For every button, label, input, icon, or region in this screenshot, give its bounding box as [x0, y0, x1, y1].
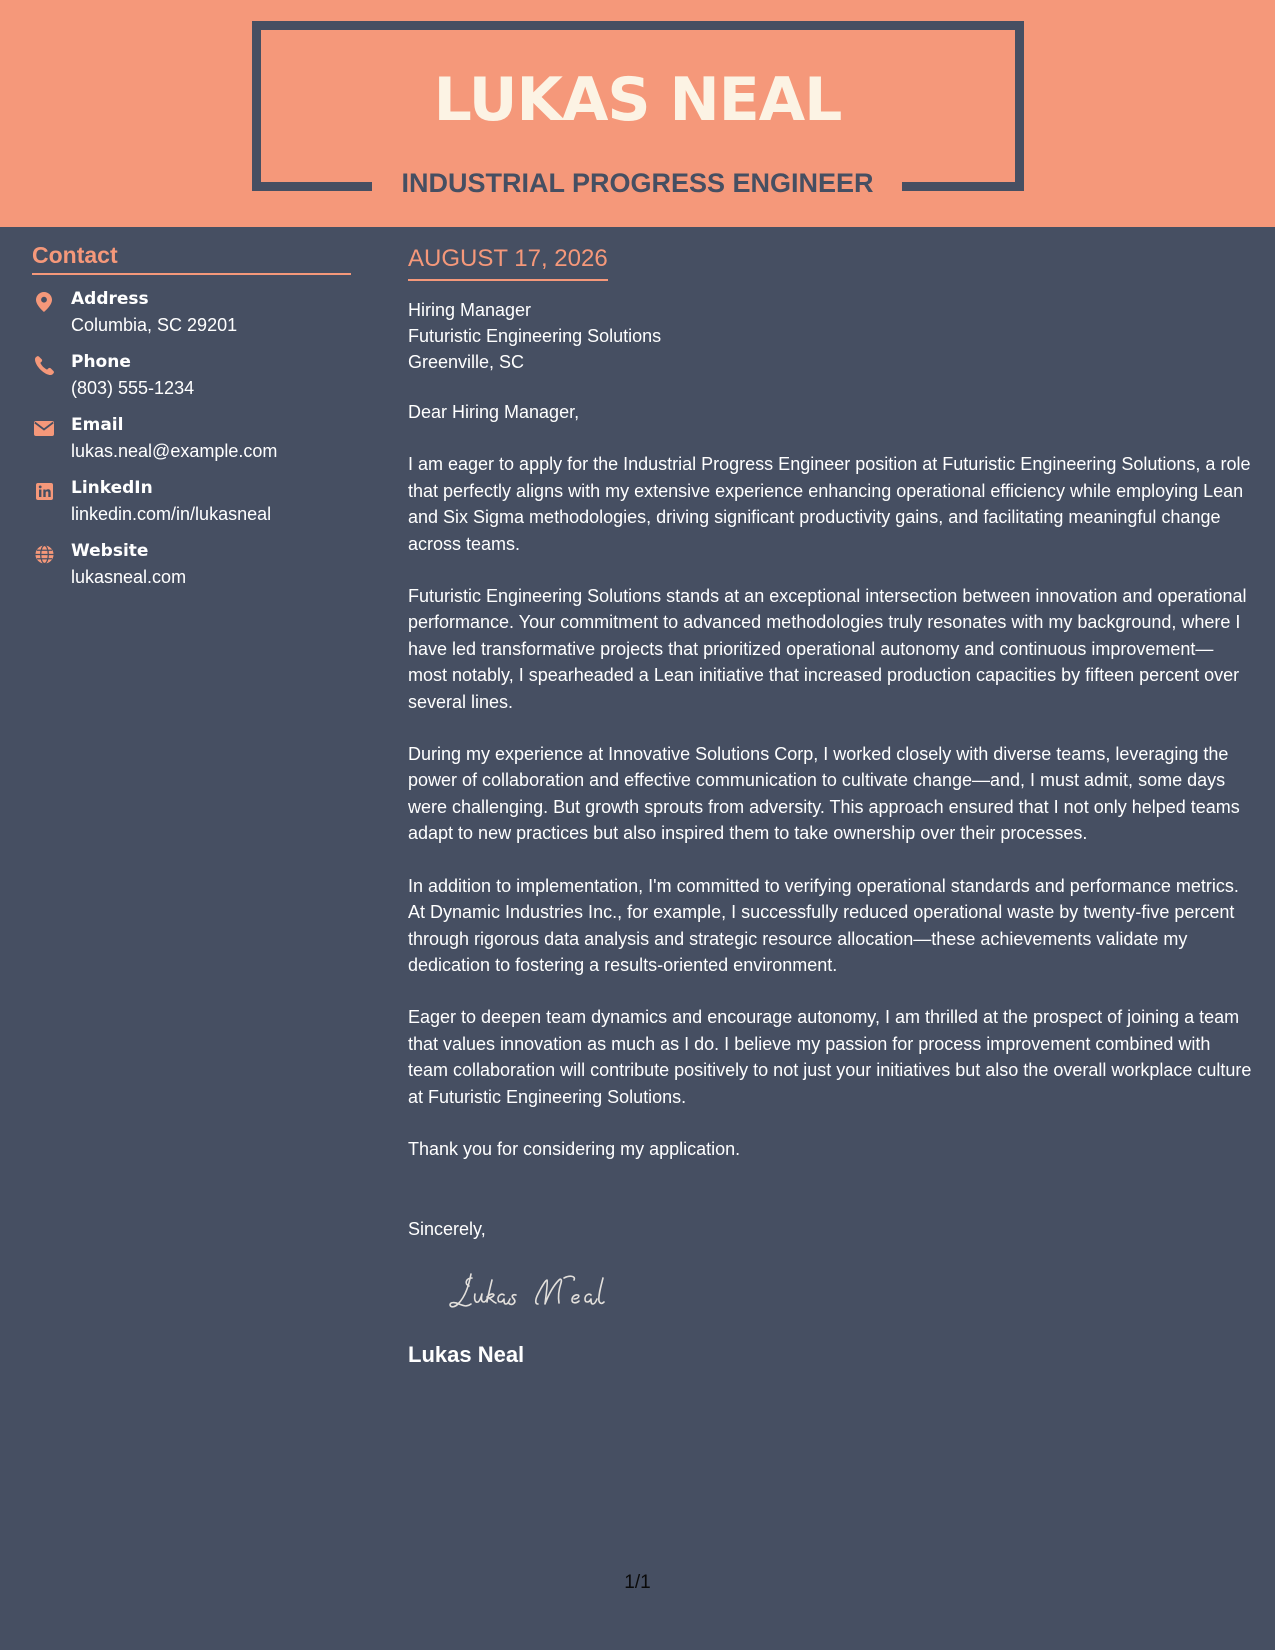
phone-icon [32, 354, 56, 376]
contact-label: Website [71, 541, 149, 561]
letter-paragraph: In addition to implementation, I'm committed to verifying operational standards and performance metrics. At Dynamic Industries Inc., for example, I successfully reduced operational waste by twenty-five percent through rigorous data analysis and strategic resource allocation—these achievements validate my dedication to fostering a results-oriented environment. [408, 875, 1239, 975]
contact-sidebar [32, 240, 351, 602]
contact-label: Email [71, 415, 124, 435]
linkedin-icon [32, 480, 56, 502]
contact-label: Phone [71, 352, 131, 372]
page-number: 1/1 [624, 1572, 651, 1593]
recipient-line: Greenville, SC [408, 352, 525, 372]
closing: Sincerely, [408, 1219, 486, 1240]
location-pin-icon [32, 291, 56, 313]
letter-paragraph: Futuristic Engineering Solutions stands at an exceptional intersection between innovation and operational performance. Your commitment to advanced methodologies truly resonates with my background, where I have led transformative projects that prioritized operational autonomy and continuous improvement—most notably, I spearheaded a Lean initiative that increased production capacities by fifteen percent over several lines. [408, 586, 1247, 712]
header-banner [0, 0, 1275, 227]
contact-item-linkedin [32, 476, 351, 539]
letter-body [408, 243, 1252, 1370]
salutation: Dear Hiring Manager, [408, 402, 580, 422]
recipient-block [408, 297, 1252, 375]
contact-label: Address [71, 289, 149, 309]
signer-name: Lukas Neal [408, 1342, 525, 1368]
letter-date: AUGUST 17, 2026 [408, 243, 608, 281]
contact-label: LinkedIn [71, 478, 153, 498]
candidate-name: LUKAS NEAL [433, 65, 842, 135]
job-title: INDUSTRIAL PROGRESS ENGINEER [401, 168, 874, 198]
signature-image [446, 1264, 1252, 1340]
recipient-line: Futuristic Engineering Solutions [408, 326, 662, 346]
contact-item-phone [32, 350, 351, 413]
contact-item-address [32, 287, 351, 350]
contact-value: Columbia, SC 29201 [71, 315, 238, 335]
contact-item-email [32, 413, 351, 476]
contact-value: lukasneal.com [71, 567, 187, 587]
contact-value: (803) 555-1234 [71, 378, 195, 398]
thank-you-line: Thank you for considering my application. [408, 1138, 741, 1159]
contact-value: linkedin.com/in/lukasneal [71, 504, 272, 524]
letter-paragraph: Eager to deepen team dynamics and encourage autonomy, I am thrilled at the prospect of joining a team that values innovation as much as I do. I believe my passion for process improvement combined with team collaboration will contribute positively to not just your initiatives but also the overall workplace culture at Futuristic Engineering Solutions. [408, 1007, 1252, 1107]
recipient-line: Hiring Manager [408, 300, 532, 320]
letter-paragraph: During my experience at Innovative Solutions Corp, I worked closely with diverse teams, leveraging the power of collaboration and effective communication to cultivate change—and, I must admit, some days were challenging. But growth sprouts from adversity. This approach ensured that I not only helped teams adapt to new practices but also inspired them to take ownership over their processes. [408, 744, 1240, 844]
envelope-icon [32, 417, 56, 439]
contact-item-website [32, 539, 351, 602]
contact-value: lukas.neal@example.com [71, 441, 278, 461]
globe-icon [32, 543, 56, 565]
letter-paragraph: I am eager to apply for the Industrial Progress Engineer position at Futuristic Engineering Solutions, a role that perfectly aligns with my extensive experience enhancing operational efficiency while employing Lean and Six Sigma methodologies, driving significant productivity gains, and facilitating meaningful change across teams. [408, 454, 1251, 554]
contact-heading: Contact [32, 240, 351, 275]
